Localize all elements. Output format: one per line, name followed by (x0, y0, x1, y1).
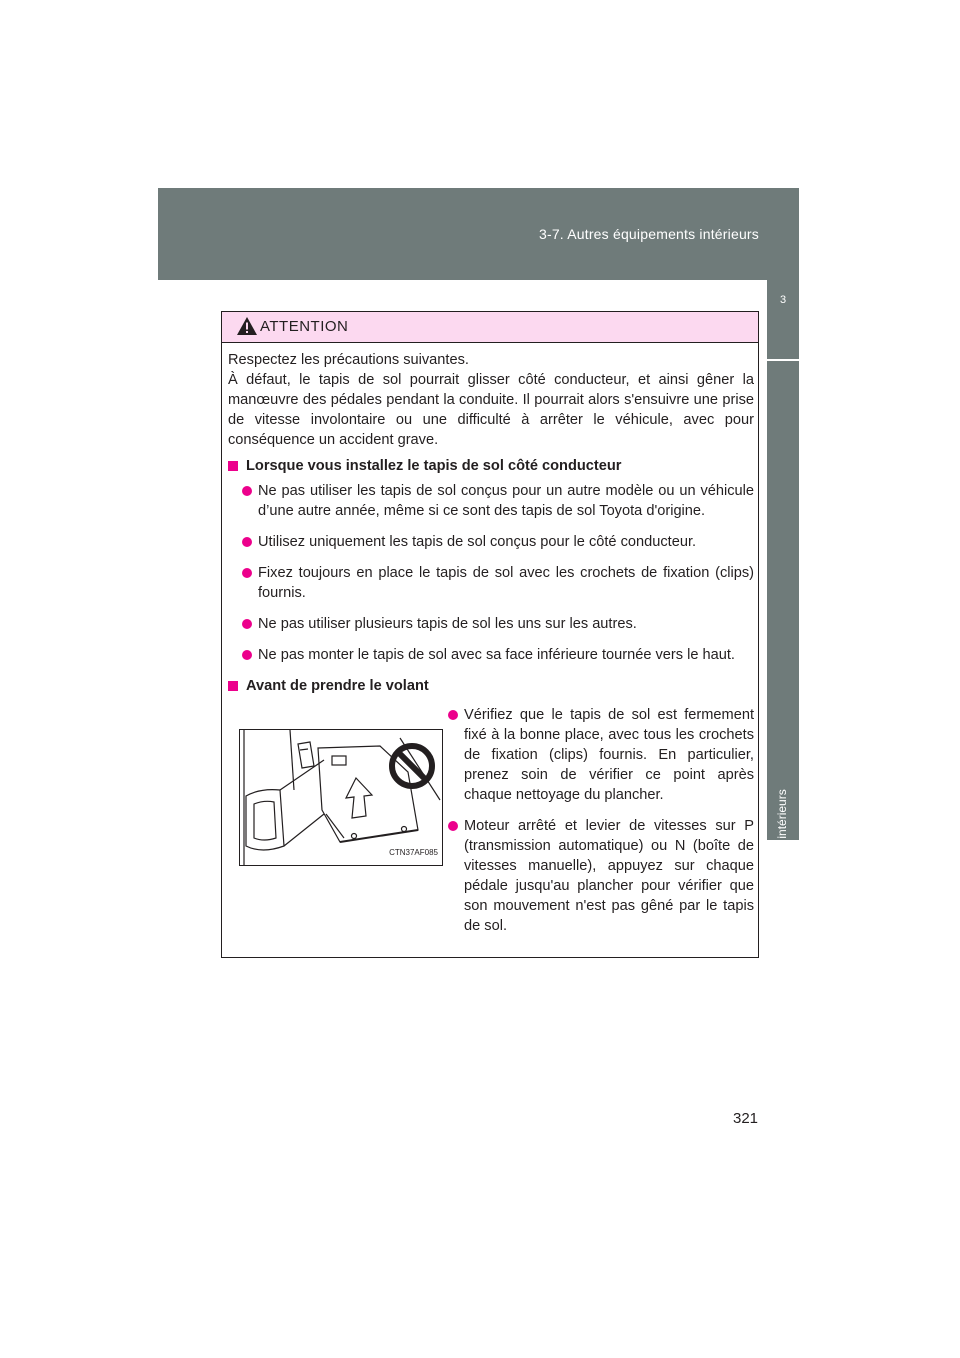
round-bullet-icon (448, 821, 458, 831)
warning-body (228, 350, 754, 961)
list-item (228, 481, 754, 521)
list-item-text: Moteur arrêté et levier de vitesses sur P (transmission automatique) ou N (boîte de vitesses manuelle), appuyez sur chaque pédale jusqu'au plancher pour vérifier que son mouvement n'est pas gêné par le tapis de sol. (464, 818, 754, 934)
warning-triangle-icon (236, 316, 258, 336)
list-item (448, 705, 754, 805)
warning-header (222, 312, 758, 343)
tab-divider (767, 359, 799, 361)
list-item-text: Vérifiez que le tapis de sol est fermement fixé à la bonne place, avec tous les crochets de fixation (clips) fournis. En particulier, prenez soin de vérifier ce point après chaque nettoyage du plancher. (464, 707, 754, 803)
section-heading (228, 456, 754, 476)
list-item (228, 563, 754, 603)
square-bullet-icon (228, 681, 238, 691)
round-bullet-icon (242, 619, 252, 629)
warning-title: ATTENTION (260, 318, 349, 335)
chapter-number: 3 (779, 294, 787, 306)
list-item (228, 532, 754, 552)
square-bullet-icon (228, 461, 238, 471)
floor-mat-illustration (239, 729, 443, 866)
chapter-tab (767, 280, 799, 912)
round-bullet-icon (242, 568, 252, 578)
section-heading (228, 676, 754, 696)
section-heading-text: Lorsque vous installez le tapis de sol côté conducteur (246, 458, 622, 474)
page-number: 321 (733, 1110, 759, 1127)
image-text-row (228, 701, 754, 961)
list-item (228, 645, 754, 665)
round-bullet-icon (242, 486, 252, 496)
section-heading-text: Avant de prendre le volant (246, 678, 429, 694)
list-item (228, 614, 754, 634)
chapter-label: Équipements intérieurs (775, 789, 789, 912)
header-band (158, 188, 799, 280)
intro-line: Respectez les précautions suivantes. (228, 352, 469, 368)
list-item-text: Utilisez uniquement les tapis de sol conçus pour le côté conducteur. (258, 534, 697, 550)
round-bullet-icon (242, 537, 252, 547)
round-bullet-icon (242, 650, 252, 660)
list-item-text: Ne pas utiliser les tapis de sol conçus pour un autre modèle ou un véhicule d’une autre année, même si ce sont des tapis de sol Toyota d'origine. (258, 483, 754, 519)
round-bullet-icon (448, 710, 458, 720)
list-item-text: Ne pas monter le tapis de sol avec sa face inférieure tournée vers le haut. (258, 647, 735, 663)
intro-paragraph: À défaut, le tapis de sol pourrait glisser côté conducteur, et ainsi gêner la manœuvre des pédales pendant la conduite. Il pourrait alors s'ensuivre une prise de vitesse involontaire ou une difficulté à arrêter le véhicule, avec pour conséquence un accident grave. (228, 372, 754, 448)
list-item (448, 816, 754, 936)
list-item-text: Ne pas utiliser plusieurs tapis de sol les uns sur les autres. (258, 616, 637, 632)
section-title: 3-7. Autres équipements intérieurs (538, 226, 759, 242)
warning-box (221, 311, 759, 958)
list-item-text: Fixez toujours en place le tapis de sol avec les crochets de fixation (clips) fournis. (258, 565, 754, 601)
right-column (448, 705, 754, 947)
image-code: CTN37AF085 (389, 848, 438, 857)
